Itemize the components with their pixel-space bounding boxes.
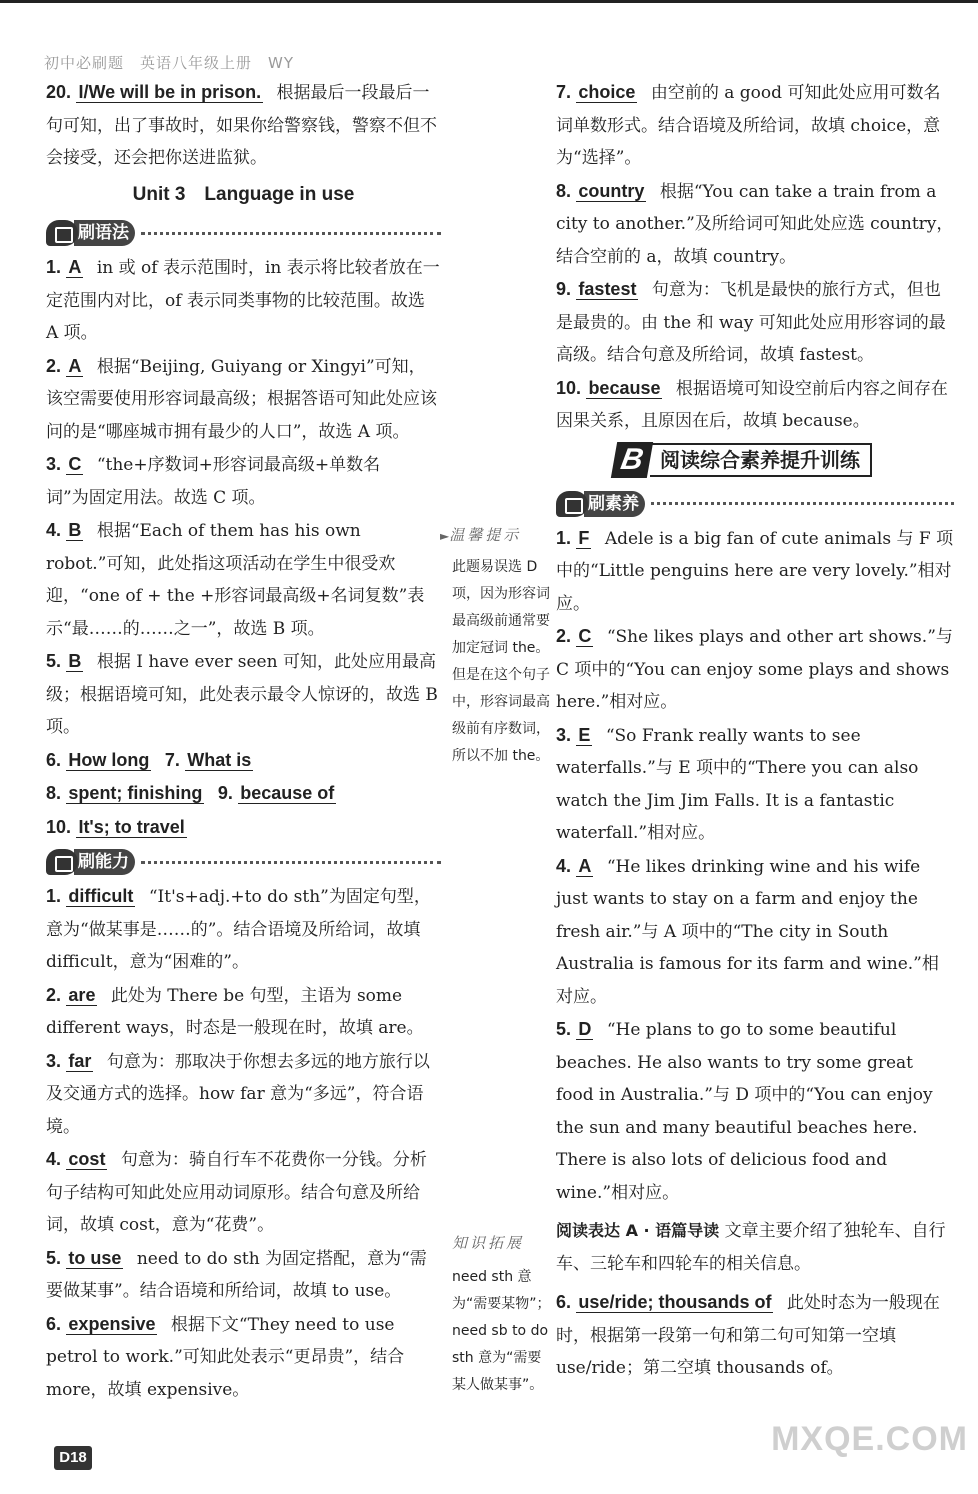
section-title: 刷素养: [584, 491, 645, 517]
answer-text: How long: [68, 749, 150, 770]
answer-text: use/ride; thousands of: [578, 1292, 772, 1312]
item-number: 7.: [556, 82, 572, 102]
answer-text: spent; finishing: [68, 783, 203, 803]
banner-title: 阅读综合素养提升训练: [650, 443, 872, 477]
book-icon: [46, 220, 78, 246]
extend-note: need sth 意为“需要某物”；need sb to do sth 意为“需要某人做某事”。: [452, 1269, 551, 1393]
answer-text: because of: [240, 783, 335, 803]
tip-label-row: [440, 524, 550, 545]
answer-text: A: [68, 257, 82, 277]
watermark: MXQE.COM: [771, 1420, 968, 1458]
item-number: 6.: [46, 749, 62, 770]
explanation: “It's+adj.+to do sth”为固定句型，意为“做某事是……的”。结合语境及所给词，故填 difficult，意为“困难的”。: [46, 887, 431, 972]
dotted-rule: [141, 232, 441, 235]
reading-guide-lead: 阅读表达 A · 语篇导读: [556, 1221, 720, 1240]
explanation: Adele is a big fan of cute animals 与 F 项中的“Little penguins here are very lovely.”相对应。: [556, 528, 954, 614]
answer-row: [46, 811, 441, 845]
explanation: 此处为 There be 句型，主语为 some different ways，时态是一般现在时，故填 are。: [46, 985, 424, 1038]
item-number: 1.: [556, 527, 572, 548]
answer-item: [556, 76, 954, 175]
item-number: 2.: [46, 355, 62, 376]
item-number: 10.: [46, 816, 72, 837]
section-title: 刷能力: [74, 849, 135, 875]
item-number: 7.: [164, 749, 180, 770]
answer-text: F: [578, 527, 590, 548]
answer-item: [556, 175, 954, 274]
answer-text: E: [578, 724, 591, 745]
extend-label-row: [452, 1232, 552, 1253]
item-number: 9.: [556, 279, 572, 299]
book-icon: [46, 849, 78, 875]
answer-item: [46, 251, 441, 350]
answer-item: [46, 448, 421, 514]
tip-label: 温馨提示: [449, 526, 522, 544]
item-number: 5.: [46, 1247, 62, 1268]
item-number: 4.: [46, 1149, 62, 1169]
section-banner: [614, 442, 954, 478]
right-column: [556, 76, 954, 1385]
section-header-grammar: [46, 215, 441, 251]
answer-item: [46, 1045, 441, 1144]
answer-item: [556, 719, 954, 850]
answer-item: [556, 1013, 954, 1209]
item-number: 4.: [46, 520, 62, 540]
item-number: 2.: [46, 984, 62, 1005]
running-header: 初中必刷题 英语八年级上册 WY: [44, 54, 294, 72]
answer-item: [46, 76, 441, 175]
explanation: 句意为：骑自行车不花费你一分钱。分析句子结构可知此处应用动词原形。结合句意及所给词，故填 cost，意为“花费”。: [46, 1150, 427, 1235]
item-number: 6.: [46, 1313, 62, 1334]
explanation: in 或 of 表示范围时，in 表示将比较者放在一定范围内对比，of 表示同类事物的比较范围。故选 A 项。: [46, 258, 440, 343]
item-number: 10.: [556, 377, 582, 398]
explanation: “He plans to go to some beautiful beaches. He also wants to try some great food in Australia.”与 D 项中的“You can enjoy the sun and many beautiful beaches here. There is also lots of delicious food and wine.”相对应。: [556, 1020, 933, 1203]
answer-text: What is: [187, 749, 252, 770]
answer-text: A: [68, 355, 82, 376]
answer-item: [556, 522, 954, 621]
item-number: 2.: [556, 626, 572, 646]
arrow-icon: ►: [440, 529, 450, 543]
explanation: 句意为：飞机是最快的旅行方式，但也是最贵的。由 the 和 way 可知此处应用形容词的最高级。结合句意及所给词，故填 fastest。: [556, 280, 946, 365]
answer-text: choice: [578, 82, 636, 102]
item-number: 9.: [217, 783, 233, 803]
answer-text: C: [68, 454, 82, 474]
answer-item: [46, 1242, 441, 1308]
dotted-rule: [651, 502, 954, 505]
item-number: 3.: [46, 1050, 62, 1071]
item-number: 6.: [556, 1292, 572, 1312]
reading-guide: [556, 1215, 954, 1280]
explanation: “She likes plays and other art shows.”与 C 项中的“You can enjoy some plays and shows here.”相对应。: [556, 627, 953, 712]
answer-text: B: [68, 651, 82, 671]
answer-text: B: [68, 520, 82, 540]
answer-item: [46, 880, 441, 979]
answer-text: country: [578, 180, 645, 201]
answer-item: [46, 645, 441, 744]
explanation: 此处时态为一般现在时，根据第一段第一句和第二句可知第一空填 use/ride；第二空填 thousands of。: [556, 1293, 940, 1378]
answer-item: [556, 1286, 954, 1385]
item-number: 5.: [556, 1019, 572, 1039]
unit-title: Unit 3 Language in use: [132, 183, 355, 205]
answer-text: cost: [68, 1149, 106, 1169]
explanation: 根据“Beijing, Guiyang or Xingyi”可知，该空需要使用形容词最高级；根据答语可知此处应该问的是“哪座城市拥有最少的人口”，故选 A 项。: [46, 356, 437, 442]
explanation: 由空前的 a good 可知此处应用可数名词单数形式。结合语境及所给词，故填 choice，意为“选择”。: [556, 83, 941, 168]
item-number: 1.: [46, 257, 62, 277]
item-number: 20.: [46, 82, 72, 102]
page-number: D18: [54, 1446, 92, 1470]
answer-item: [46, 350, 441, 449]
answer-text: It's; to travel: [78, 816, 185, 837]
item-number: 4.: [556, 855, 572, 876]
explanation: 根据下文“They need to use petrol to work.”可知此处表示“更昂贵”，结合 more，故填 expensive。: [46, 1314, 405, 1400]
answer-text: are: [68, 984, 96, 1005]
explanation: “He likes drinking wine and his wife just wants to stay on a farm and enjoy the fresh air.”与 A 项中的“The city in South Australia is famous for its farm and wine.”相对应。: [556, 856, 939, 1007]
item-number: 5.: [46, 651, 62, 671]
answer-text: far: [68, 1050, 92, 1071]
answer-text: A: [578, 855, 592, 876]
explanation: 句意为：那取决于你想去多远的地方旅行以及交通方式的选择。how far 意为“多远”，符合语境。: [46, 1051, 430, 1137]
answer-row: [46, 777, 441, 811]
section-title: 刷语法: [74, 220, 135, 246]
answer-item: [556, 273, 954, 372]
explanation: “the+序数词+形容词最高级+单数名词”为固定用法。故选 C 项。: [46, 455, 381, 508]
banner-letter: B: [611, 442, 653, 478]
answer-item: [46, 514, 441, 645]
answer-item: [556, 850, 954, 1014]
section-header-ability: [46, 844, 441, 880]
explanation: “So Frank really wants to see waterfalls.”与 E 项中的“There you can also watch the Jim Jim Falls. It is a fantastic waterfall.”相对应。: [556, 725, 919, 843]
item-number: 8.: [556, 180, 572, 201]
explanation: 根据 I have ever seen 可知，此处应用最高级；根据语境可知，此处表示最令人惊讶的，故选 B 项。: [46, 652, 438, 737]
dotted-rule: [141, 861, 441, 864]
left-column: [46, 76, 441, 1406]
extend-label: 知识拓展: [452, 1234, 525, 1252]
answer-text: expensive: [68, 1313, 156, 1334]
answer-row: [46, 744, 441, 778]
answer-text: D: [578, 1019, 592, 1039]
answer-item: [46, 1308, 441, 1407]
answer-item: [46, 979, 441, 1045]
answer-item: [46, 1143, 441, 1242]
explanation: 根据“Each of them has his own robot.”可知，此处指这项活动在学生中很受欢迎，“one of + the +形容词最高级+名词复数”表示“最……的……之一”，故选 B 项。: [46, 521, 425, 639]
item-number: 1.: [46, 886, 62, 906]
answer-text: I/We will be in prison.: [78, 82, 262, 102]
answer-text: to use: [68, 1247, 122, 1268]
explanation: need to do sth 为固定搭配，意为“需要做某事”。结合语境和所给词，故填 to use。: [46, 1248, 427, 1301]
answer-text: because: [588, 377, 661, 398]
item-number: 3.: [556, 724, 572, 745]
answer-text: C: [578, 626, 592, 646]
item-number: 3.: [46, 454, 62, 474]
explanation: 根据语境可知设空前后内容之间存在因果关系，且原因在后，故填 because。: [556, 378, 948, 431]
answer-text: fastest: [578, 279, 637, 299]
book-icon: [556, 491, 588, 517]
answer-item: [556, 372, 954, 438]
answer-item: [556, 620, 954, 719]
tip-note: 此题易误选 D 项，因为形容词最高级前通常要加定冠词 the。但是在这个句子中，形容词最高级前有序数词，所以不加 the。: [452, 559, 550, 764]
reading-guide-text: 文章主要介绍了独轮车、自行车、三轮车和四轮车的相关信息。: [556, 1221, 946, 1274]
top-rule: [0, 0, 978, 3]
answer-text: difficult: [68, 886, 134, 906]
section-header-literacy: [556, 486, 954, 522]
explanation: 根据最后一段最后一句可知，出了事故时，如果你给警察钱，警察不但不会接受，还会把你送进监狱。: [46, 83, 437, 168]
explanation: 根据“You can take a train from a city to another.”及所给词可知此处应选 country，结合空前的 a，故填 country。: [556, 181, 954, 267]
item-number: 8.: [46, 783, 62, 803]
